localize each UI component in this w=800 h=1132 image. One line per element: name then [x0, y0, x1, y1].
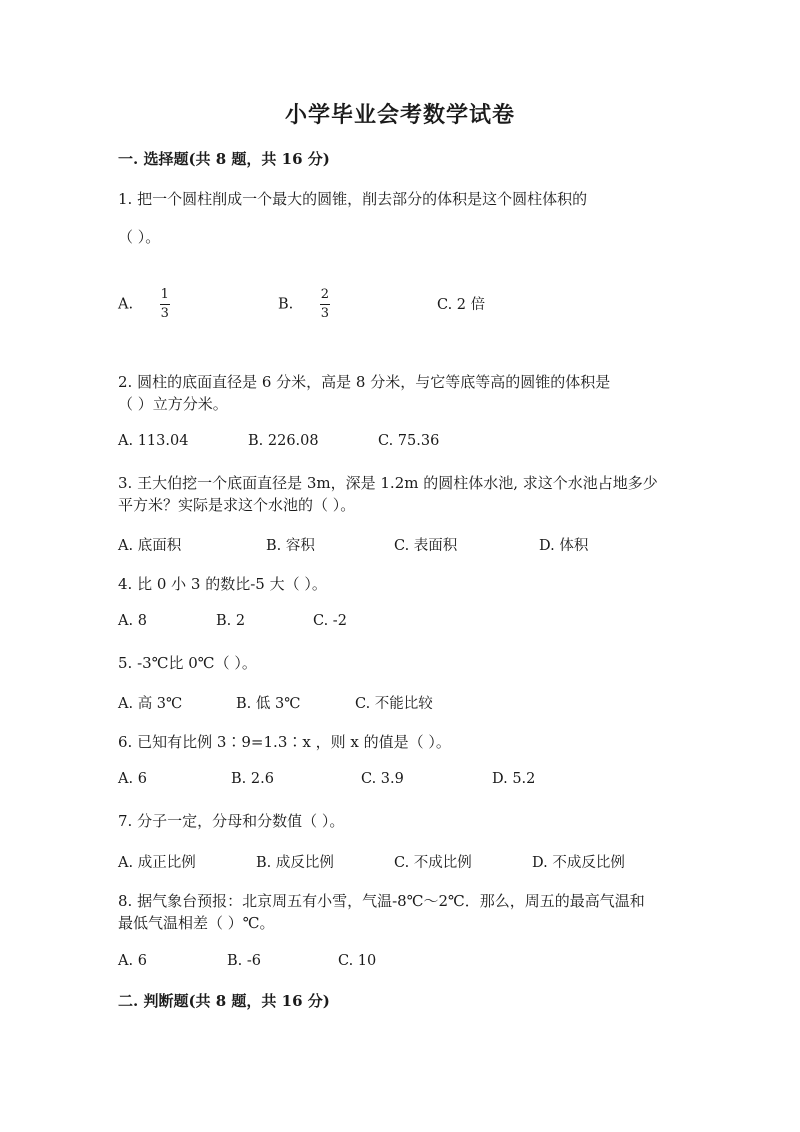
question-1-blank: （ ）。: [118, 228, 161, 246]
q5-option-b: B. 低 3℃: [236, 696, 301, 712]
q8-option-b: B. -6: [227, 953, 261, 969]
page-title: 小学毕业会考数学试卷: [284, 102, 515, 128]
question-1-text: 1. 把一个圆柱削成一个最大的圆锥，削去部分的体积是这个圆柱体积的: [118, 190, 588, 208]
question-2-blank: （ ）立方分米。: [118, 395, 228, 413]
q3-option-b: B. 容积: [266, 538, 315, 554]
fraction-denominator: 3: [320, 306, 330, 321]
q5-option-c: C. 不能比较: [355, 696, 433, 712]
fraction-numerator: 1: [160, 287, 169, 302]
section-heading-judgement: 二. 判断题(共 8 题，共 16 分): [118, 992, 330, 1010]
fraction-bar: [160, 304, 170, 305]
q3-option-c: C. 表面积: [394, 538, 458, 554]
question-4-text: 4. 比 0 小 3 的数比-5 大（ ）。: [118, 575, 327, 593]
question-8-text: 8. 据气象台预报：北京周五有小雪，气温-8℃～2℃．那么，周五的最高气温和: [118, 892, 645, 910]
question-8-text-cont: 最低气温相差（ ）℃。: [118, 914, 275, 932]
question-2: [118, 371, 688, 415]
question-3-text-cont: 平方米？实际是求这个水池的（ ）。: [118, 496, 356, 514]
q6-option-b: B. 2.6: [231, 771, 274, 787]
q8-option-c: C. 10: [338, 953, 377, 969]
question-6-text: 6. 已知有比例 3∶9=1.3∶x ，则 x 的值是（ ）。: [118, 733, 451, 751]
question-4: [118, 573, 688, 595]
question-2-text: 2. 圆柱的底面直径是 6 分米，高是 8 分米，与它等底等高的圆锥的体积是: [118, 373, 611, 391]
q2-option-c: C. 75.36: [378, 433, 440, 449]
question-7: [118, 810, 688, 832]
q2-option-a: A. 113.04: [118, 433, 189, 449]
q4-option-a: A. 8: [118, 613, 147, 629]
q4-option-c: C. -2: [313, 613, 347, 629]
question-6: [118, 731, 688, 753]
q8-option-a: A. 6: [118, 953, 147, 969]
question-3-text: 3. 王大伯挖一个底面直径是 3m，深是 1.2m 的圆柱体水池, 求这个水池占地多少: [118, 474, 658, 492]
q1-option-b-label: B.: [278, 296, 294, 313]
q5-option-a: A. 高 3℃: [118, 696, 183, 712]
question-8: [118, 890, 688, 934]
q7-option-b: B. 成反比例: [256, 855, 334, 871]
q6-option-a: A. 6: [118, 771, 147, 787]
q2-option-b: B. 226.08: [248, 433, 319, 449]
q3-option-d: D. 体积: [539, 538, 589, 554]
fraction-denominator: 3: [160, 306, 169, 321]
q1-option-b: [278, 288, 330, 321]
q4-option-b: B. 2: [216, 613, 246, 629]
question-1: [118, 188, 688, 248]
section-heading-choice: 一. 选择题(共 8 题，共 16 分): [118, 150, 330, 168]
q7-option-c: C. 不成比例: [394, 855, 472, 871]
question-3: [118, 472, 688, 516]
q3-option-a: A. 底面积: [118, 538, 182, 554]
question-7-text: 7. 分子一定，分母和分数值（ ）。: [118, 812, 345, 830]
q1-option-a-fraction: [160, 288, 170, 321]
q1-option-c: C. 2 倍: [437, 297, 486, 313]
q7-option-d: D. 不成反比例: [532, 855, 625, 871]
q6-option-c: C. 3.9: [361, 771, 404, 787]
fraction-bar: [320, 304, 330, 305]
q7-option-a: A. 成正比例: [118, 855, 196, 871]
q1-option-b-fraction: [320, 288, 330, 321]
q1-option-a-label: A.: [118, 296, 134, 313]
question-5: [118, 652, 688, 674]
question-5-text: 5. -3℃比 0℃（ ）。: [118, 654, 257, 672]
q6-option-d: D. 5.2: [492, 771, 536, 787]
fraction-numerator: 2: [320, 287, 330, 302]
q1-option-a: [118, 288, 170, 321]
